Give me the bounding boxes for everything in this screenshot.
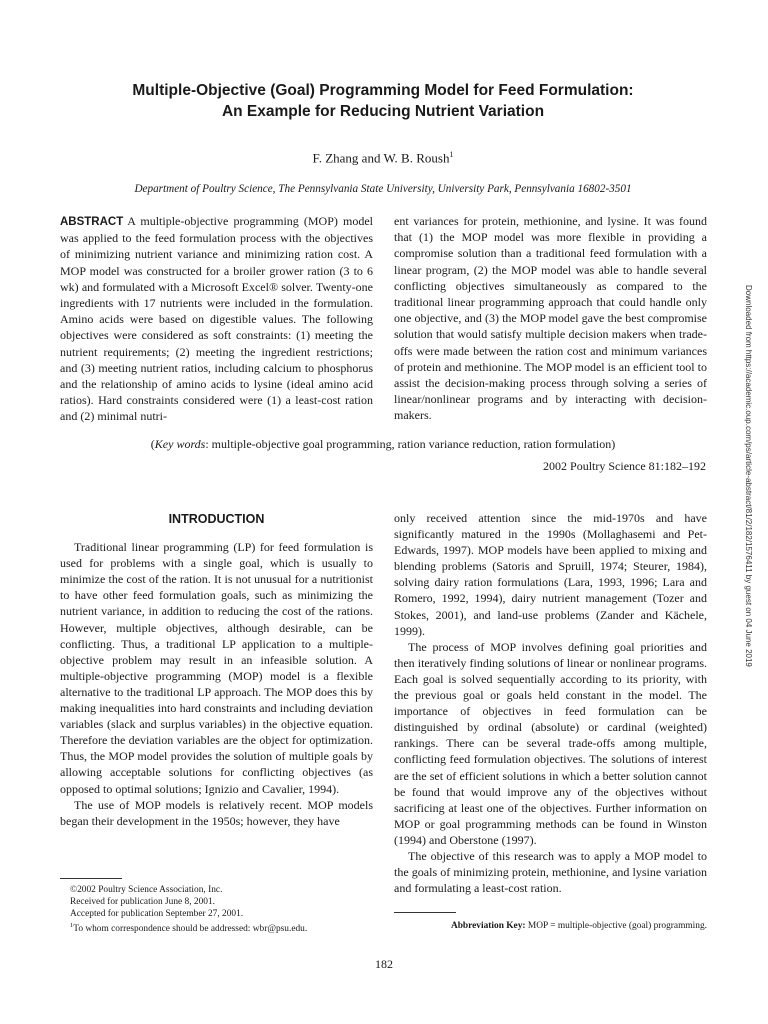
abstract-text-right: ent variances for protein, methionine, and lysine. It was found that (1) the MOP model was more flexible in providing a compromise solution than a traditional feed formulation with a linear program, (2) the MOP model was able to handle several conflicting objectives simultaneously as compared to the traditional linear programming approach that could handle only one objective, and (3) the MOP model gave the best compromise solution that would satisfy multiple decision makers when trade-offs were made between the ration cost and minimum variances of protein and methionine. The MOP model is an efficient tool to assist the decision-making process through solving a series of linear/nonlinear programs and by interacting with decision-makers. xyxy=(394,214,707,423)
intro-paragraph-1: Traditional linear programming (LP) for feed formulation is used for problems with a single goal, which is usually to minimize the cost of the ration. It is not unusual for a nutritionist to have other feed formulation goals, such as minimizing the nutrient variance, in addition to reducing the cost of the rations. However, multiple objectives, although desirable, can be conflicting. Thus, a traditional LP application to a multiple-objective problem may result in an infeasible solution. A multiple-objective programming (MOP) model is a flexible alternative to the traditional LP approach. The MOP does this by making inequalities into hard constraints and including deviation variables (slack and surplus variables) in the objective equation. Therefore the deviation variables are the object for optimization. Thus, the MOP model provides the solution of multiple goals by allowing acceptable solutions for conflicting objectives (as opposed to optimal solutions; Ignizio and Cavalier, 1994). xyxy=(60,540,373,796)
footnote-correspondence xyxy=(60,920,373,935)
title-line-2: An Example for Reducing Nutrient Variation xyxy=(221,103,545,120)
page-number: 182 xyxy=(375,957,393,971)
paper-title xyxy=(60,80,706,122)
footnote-rule xyxy=(60,878,122,879)
section-heading-introduction: INTRODUCTION xyxy=(168,512,265,526)
author-names: F. Zhang and W. B. Roush xyxy=(312,150,450,166)
author-footnote-marker: 1 xyxy=(449,150,454,159)
body-column-right xyxy=(394,510,707,896)
affiliation: Department of Poultry Science, The Pennsylvania State University, University Park, Pennsylvania 16802-3501 xyxy=(134,183,632,195)
body-column-left xyxy=(60,510,373,829)
keywords-text: : multiple-objective goal programming, ration variance reduction, ration formulation) xyxy=(205,437,616,451)
abbreviation-text: MOP = multiple-objective (goal) programming. xyxy=(525,921,707,931)
footnote-received: Received for publication June 8, 2001. xyxy=(70,897,216,907)
intro-paragraph-continued: only received attention since the mid-1970s and have significantly matured in the 1990s (Mollaghasemi and Pet-Edwards, 1997). MOP models have been applied to mixing and blending problems (Satoris and Spruill, 1974; Steurer, 1984), solving dairy ration formulations (Lara, 1993, 1996; Lara and Romero, 1992, 1994), dairy nutrient management (Tozer and Stokes, 2001), and land-use problems (Zander and Kächele, 1999). xyxy=(394,511,707,638)
footnote-accepted: Accepted for publication September 27, 2001. xyxy=(70,909,244,919)
intro-paragraph-3: The process of MOP involves defining goal priorities and then iteratively finding solutions of linear or nonlinear programs. Each goal is solved sequentially according to its priority, with the previous goal or goals held constant in the model. The importance of objectives in feed formulation can be distinguished by ordinal (absolute) or cardinal (weighted) rankings. There can be several trade-offs among multiple, conflicting feed formulation objectives. The solutions of interest are the set of efficient solutions in which a better solution cannot be found that would improve any of the objectives without sacrificing at least one of the objectives. Further information on MOP or goal programming methods can be found in Winston (1994) and Oberstone (1997). xyxy=(394,639,707,847)
author-line xyxy=(60,150,706,166)
abstract-label: ABSTRACT xyxy=(60,216,124,228)
abstract-column-right xyxy=(394,213,707,424)
journal-citation: 2002 Poultry Science 81:182–192 xyxy=(543,459,706,473)
correspondence-marker: 1 xyxy=(70,922,74,929)
title-line-1: Multiple-Objective (Goal) Programming Model for Feed Formulation: xyxy=(132,82,634,99)
footnotes xyxy=(60,884,373,935)
abbreviation-label: Abbreviation Key: xyxy=(450,921,526,931)
download-watermark xyxy=(743,285,759,825)
intro-paragraph-4: The objective of this research was to apply a MOP model to the goals of minimizing protein, methionine, and lysine variation and formulating a least-cost ration. xyxy=(394,848,707,896)
abbreviation-rule xyxy=(394,912,456,913)
intro-paragraph-2: The use of MOP models is relatively recent. MOP models began their development in the 1950s; however, they have xyxy=(60,797,373,828)
download-watermark-text: Downloaded from https://academic.oup.com/ps/article-abstract/81/2/182/1576411 by guest on 04 June 2019 xyxy=(744,285,753,667)
keywords: (Key words: multiple-objective goal programming, ration variance reduction, ration formulation) xyxy=(150,437,616,451)
correspondence-text: To whom correspondence should be addressed: wbr@psu.edu. xyxy=(73,924,308,935)
keywords-label: Key words xyxy=(154,437,206,451)
footnote-copyright: ©2002 Poultry Science Association, Inc. xyxy=(70,885,223,895)
abbreviation-key xyxy=(394,921,707,931)
abstract-text-left: A multiple-objective programming (MOP) model was applied to the feed formulation process with the objectives of minimizing nutrient variance and minimizing ration cost. A MOP model was constructed for a broiler grower ration (3 to 6 wk) and formulated with a Microsoft Excel® solver. Twenty-one ingredients with 17 nutrients were included in the formulation. Amino acids were based on digestible values. The following objectives were considered as soft constraints: (1) meeting the nutrient requirements; (2) meeting the ingredient restrictions; and (3) meeting nutrient ratios, including calcium to phosphorus and the relationship of amino acids to lysine (ideal amino acid ratios). Hard constraints considered were (1) a least-cost ration and (2) minimal nutri- xyxy=(60,214,373,424)
abstract-column-left xyxy=(60,213,373,425)
